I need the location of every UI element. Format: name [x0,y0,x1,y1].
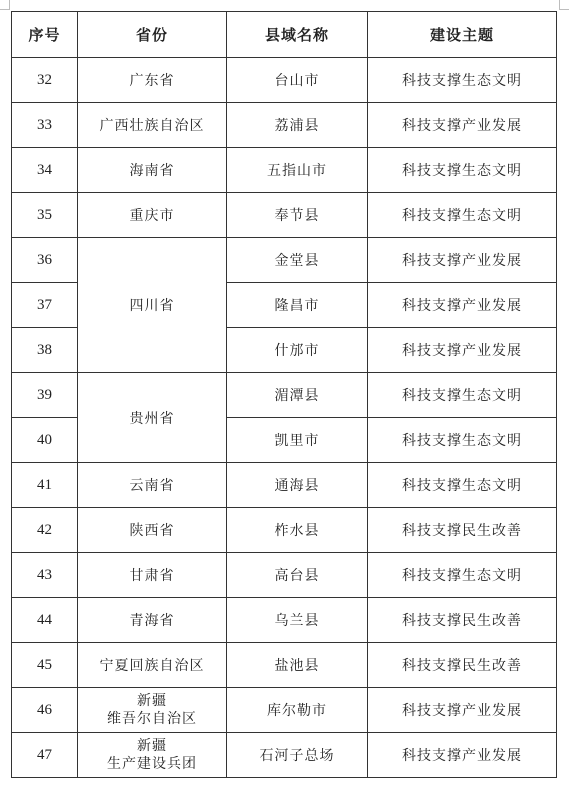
row-province: 陕西省 [78,508,227,553]
row-theme: 科技支撑民生改善 [368,508,557,553]
header-county-name: 县域名称 [227,12,368,58]
row-county: 什邡市 [227,328,368,373]
row-number: 45 [12,643,78,688]
row-theme: 科技支撑生态文明 [368,418,557,463]
county-table [11,11,557,778]
row-province: 四川省 [78,238,227,373]
row-number: 46 [12,688,78,733]
row-theme: 科技支撑生态文明 [368,193,557,238]
row-theme: 科技支撑产业发展 [368,283,557,328]
row-theme: 科技支撑民生改善 [368,598,557,643]
row-county: 石河子总场 [227,733,368,778]
table-row [12,373,557,418]
row-number: 44 [12,598,78,643]
row-number: 41 [12,463,78,508]
row-county: 盐池县 [227,643,368,688]
row-province: 贵州省 [78,373,227,463]
row-province: 宁夏回族自治区 [78,643,227,688]
header-province: 省份 [78,12,227,58]
row-county: 荔浦县 [227,103,368,148]
row-theme: 科技支撑产业发展 [368,328,557,373]
row-province: 重庆市 [78,193,227,238]
row-theme: 科技支撑产业发展 [368,688,557,733]
table-row [12,463,557,508]
row-number: 40 [12,418,78,463]
row-county: 库尔勒市 [227,688,368,733]
row-province: 广东省 [78,58,227,103]
row-province: 青海省 [78,598,227,643]
row-number: 39 [12,373,78,418]
table-row [12,508,557,553]
page-corner-mark-left [0,0,10,10]
row-theme: 科技支撑生态文明 [368,553,557,598]
table-row [12,643,557,688]
row-number: 47 [12,733,78,778]
table-row [12,733,557,778]
row-province: 广西壮族自治区 [78,103,227,148]
row-number: 38 [12,328,78,373]
row-county: 高台县 [227,553,368,598]
row-number: 36 [12,238,78,283]
row-county: 凯里市 [227,418,368,463]
row-theme: 科技支撑民生改善 [368,643,557,688]
row-number: 32 [12,58,78,103]
table-row [12,238,557,283]
province-line-2: 生产建设兵团 [107,756,197,772]
row-number: 42 [12,508,78,553]
row-number: 43 [12,553,78,598]
table-row [12,148,557,193]
header-theme: 建设主题 [368,12,557,58]
table-row [12,58,557,103]
table-row [12,688,557,733]
row-number: 37 [12,283,78,328]
row-county: 金堂县 [227,238,368,283]
row-county: 乌兰县 [227,598,368,643]
row-province [78,688,227,733]
row-number: 35 [12,193,78,238]
row-county: 奉节县 [227,193,368,238]
row-province: 云南省 [78,463,227,508]
row-theme: 科技支撑生态文明 [368,463,557,508]
row-county: 隆昌市 [227,283,368,328]
table-row [12,193,557,238]
province-line-2: 维吾尔自治区 [107,711,197,727]
row-province [78,733,227,778]
province-line-1: 新疆 [137,738,167,754]
table-row [12,103,557,148]
row-county: 柞水县 [227,508,368,553]
row-county: 台山市 [227,58,368,103]
row-county: 湄潭县 [227,373,368,418]
row-province: 甘肃省 [78,553,227,598]
row-theme: 科技支撑生态文明 [368,373,557,418]
table-header-row [12,12,557,58]
page-corner-mark-right [559,0,569,10]
province-line-1: 新疆 [137,693,167,709]
row-province: 海南省 [78,148,227,193]
row-number: 33 [12,103,78,148]
header-number: 序号 [12,12,78,58]
row-theme: 科技支撑生态文明 [368,148,557,193]
row-theme: 科技支撑产业发展 [368,733,557,778]
table-row [12,598,557,643]
row-theme: 科技支撑产业发展 [368,238,557,283]
row-number: 34 [12,148,78,193]
row-theme: 科技支撑产业发展 [368,103,557,148]
row-county: 五指山市 [227,148,368,193]
row-theme: 科技支撑生态文明 [368,58,557,103]
table-row [12,553,557,598]
row-county: 通海县 [227,463,368,508]
